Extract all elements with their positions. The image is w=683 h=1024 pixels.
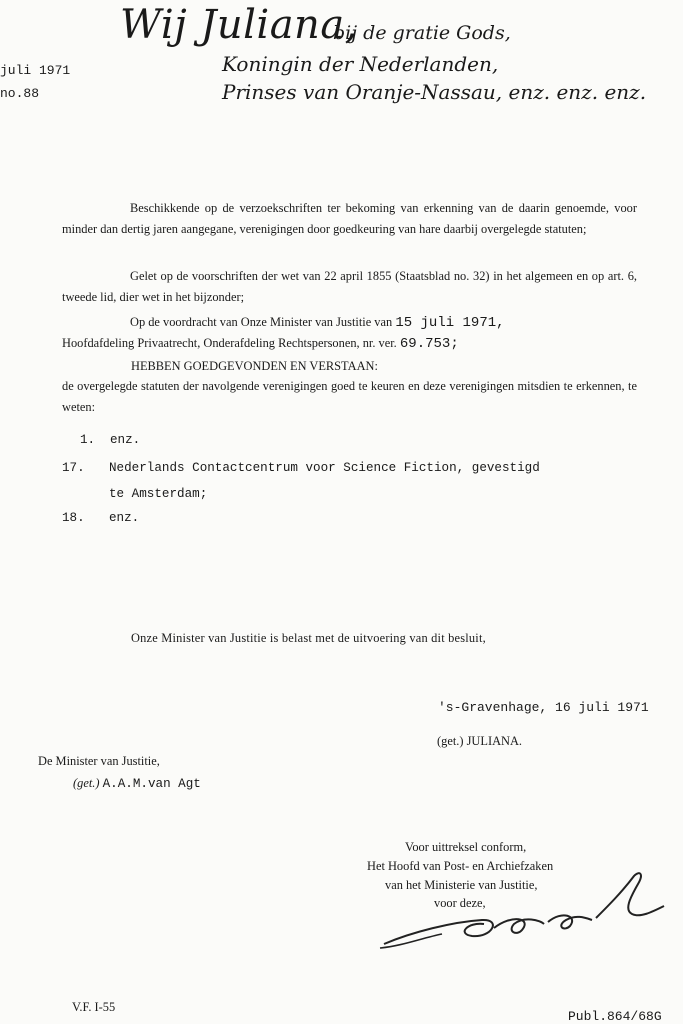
list-item-text-18: enz. <box>109 511 140 525</box>
paragraph-voordracht-line1 <box>130 312 505 333</box>
heading-line-2: Koningin der Nederlanden, <box>222 52 499 76</box>
list-item-text-1: enz. <box>110 433 141 447</box>
list-item-num-18: 18. <box>62 511 85 525</box>
closing-belast: Onze Minister van Justitie is belast met de uitvoering van dit besluit, <box>131 631 486 645</box>
heading-line-3: Prinses van Oranje-Nassau, enz. enz. enz. <box>222 80 647 104</box>
certification-line-3: van het Ministerie van Justitie, <box>385 878 538 892</box>
handwritten-signature <box>372 862 672 958</box>
list-item-num-17: 17. <box>62 461 85 475</box>
voordracht-date: 15 juli 1971, <box>395 315 505 331</box>
paragraph-overgelegde: de overgelegde statuten der navolgende verenigingen goed te keuren en deze verenigingen mitsdien te erkennen, te weten: <box>62 379 637 414</box>
heading-title: Wij Juliana, <box>120 2 358 48</box>
king-name: JULIANA. <box>466 734 523 748</box>
voordracht-line2-prefix: Hoofdafdeling Privaatrecht, Onderafdeling Rechtspersonen, nr. ver. <box>62 336 397 350</box>
paragraph-beschikkende: Beschikkende op de verzoekschriften ter bekoming van erkenning van de daarin genoemde, voor minder dan dertig jaren aangegane, verenigingen door goedkeuring van hare daarbij overgelegde statuten; <box>62 201 637 236</box>
heading-title-rest: bij de gratie Gods, <box>333 22 511 44</box>
footer-form-code: V.F. I-55 <box>72 1000 116 1014</box>
footer-publication-code: Publ.864/68G <box>568 1009 662 1024</box>
paragraph-voordracht-line2 <box>62 333 459 354</box>
minister-signature-line <box>73 773 201 794</box>
paragraph-gelet: Gelet op de voorschriften der wet van 22 april 1855 (Staatsblad no. 32) in het algemeen en op art. 6, tweede lid, dier wet in het bijzonder; <box>62 269 637 304</box>
king-get-prefix: (get.) <box>437 734 464 748</box>
list-item-text-17-cont: te Amsterdam; <box>109 487 208 501</box>
heading-hebben-goedgevonden: HEBBEN GOEDGEVONDEN EN VERSTAAN: <box>131 359 378 373</box>
minister-name: A.A.M.van Agt <box>102 777 201 791</box>
place-date: 's-Gravenhage, 16 juli 1971 <box>438 700 649 715</box>
list-item-text-17: Nederlands Contactcentrum voor Science Fiction, gevestigd <box>109 461 540 475</box>
list-item-num-1: 1. <box>80 433 96 447</box>
minister-title: De Minister van Justitie, <box>38 754 160 768</box>
certification-line-4: voor deze, <box>434 896 486 910</box>
margin-number: no.88 <box>0 86 40 101</box>
certification-line-1: Voor uittreksel conform, <box>405 840 527 854</box>
voordracht-number: 69.753; <box>399 336 459 352</box>
king-signature-line <box>437 731 522 751</box>
certification-line-2: Het Hoofd van Post- en Archiefzaken <box>367 859 554 873</box>
margin-date: juli 1971 <box>0 63 71 78</box>
minister-get-prefix: (get.) <box>73 776 100 790</box>
voordracht-prefix: Op de voordracht van Onze Minister van Justitie van <box>130 315 393 329</box>
